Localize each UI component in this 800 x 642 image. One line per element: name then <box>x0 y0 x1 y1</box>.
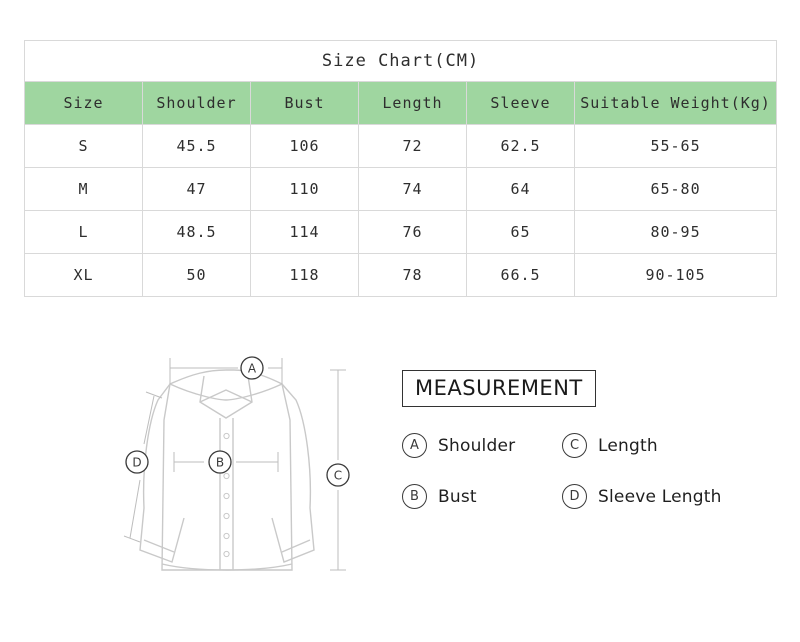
column-header-suitable-weight: Suitable Weight(Kg) <box>575 82 777 125</box>
table-row <box>25 168 777 211</box>
cell-size: L <box>25 211 143 254</box>
cell-length: 74 <box>359 168 467 211</box>
badge-b-icon: B <box>402 484 427 509</box>
cell-shoulder: 45.5 <box>143 125 251 168</box>
cell-size: M <box>25 168 143 211</box>
cell-suitable-weight: 65-80 <box>575 168 777 211</box>
cell-size: XL <box>25 254 143 297</box>
column-header-size: Size <box>25 82 143 125</box>
measurement-title: MEASUREMENT <box>402 370 596 407</box>
measurement-section <box>0 330 800 630</box>
cell-sleeve: 66.5 <box>467 254 575 297</box>
legend-label-bust: Bust <box>438 486 477 507</box>
diagram-marker-d <box>126 451 148 473</box>
measurement-legend <box>402 370 732 509</box>
cell-suitable-weight: 90-105 <box>575 254 777 297</box>
shirt-diagram <box>100 340 380 610</box>
legend-grid <box>402 433 732 509</box>
legend-label-length: Length <box>598 435 658 456</box>
legend-label-shoulder: Shoulder <box>438 435 516 456</box>
cell-suitable-weight: 55-65 <box>575 125 777 168</box>
size-chart-table <box>24 40 777 297</box>
cell-shoulder: 47 <box>143 168 251 211</box>
diagram-badge-c: C <box>333 468 343 483</box>
column-header-shoulder: Shoulder <box>143 82 251 125</box>
table-header-row <box>25 82 777 125</box>
table-row <box>25 254 777 297</box>
cell-size: S <box>25 125 143 168</box>
badge-d-icon: D <box>562 484 587 509</box>
legend-item-sleeve-length <box>562 484 732 509</box>
cell-suitable-weight: 80-95 <box>575 211 777 254</box>
diagram-badge-a: A <box>247 361 257 376</box>
legend-item-length <box>562 433 732 458</box>
cell-bust: 110 <box>251 168 359 211</box>
table-row <box>25 211 777 254</box>
cell-sleeve: 65 <box>467 211 575 254</box>
legend-label-sleeve-length: Sleeve Length <box>598 486 722 507</box>
column-header-sleeve: Sleeve <box>467 82 575 125</box>
diagram-marker-c <box>327 464 349 486</box>
column-header-length: Length <box>359 82 467 125</box>
badge-c-icon: C <box>562 433 587 458</box>
cell-bust: 118 <box>251 254 359 297</box>
chart-title: Size Chart(CM) <box>25 41 777 82</box>
cell-length: 76 <box>359 211 467 254</box>
cell-shoulder: 50 <box>143 254 251 297</box>
table-row <box>25 125 777 168</box>
cell-bust: 114 <box>251 211 359 254</box>
cell-sleeve: 62.5 <box>467 125 575 168</box>
table-title-row <box>25 41 777 82</box>
legend-item-bust <box>402 484 562 509</box>
diagram-badge-d: D <box>132 455 142 470</box>
column-header-bust: Bust <box>251 82 359 125</box>
badge-a-icon: A <box>402 433 427 458</box>
cell-length: 72 <box>359 125 467 168</box>
diagram-marker-b <box>209 451 231 473</box>
legend-item-shoulder <box>402 433 562 458</box>
cell-sleeve: 64 <box>467 168 575 211</box>
diagram-badge-b: B <box>215 455 225 470</box>
diagram-marker-a <box>241 357 263 379</box>
cell-length: 78 <box>359 254 467 297</box>
size-chart-container <box>24 40 776 297</box>
cell-bust: 106 <box>251 125 359 168</box>
cell-shoulder: 48.5 <box>143 211 251 254</box>
